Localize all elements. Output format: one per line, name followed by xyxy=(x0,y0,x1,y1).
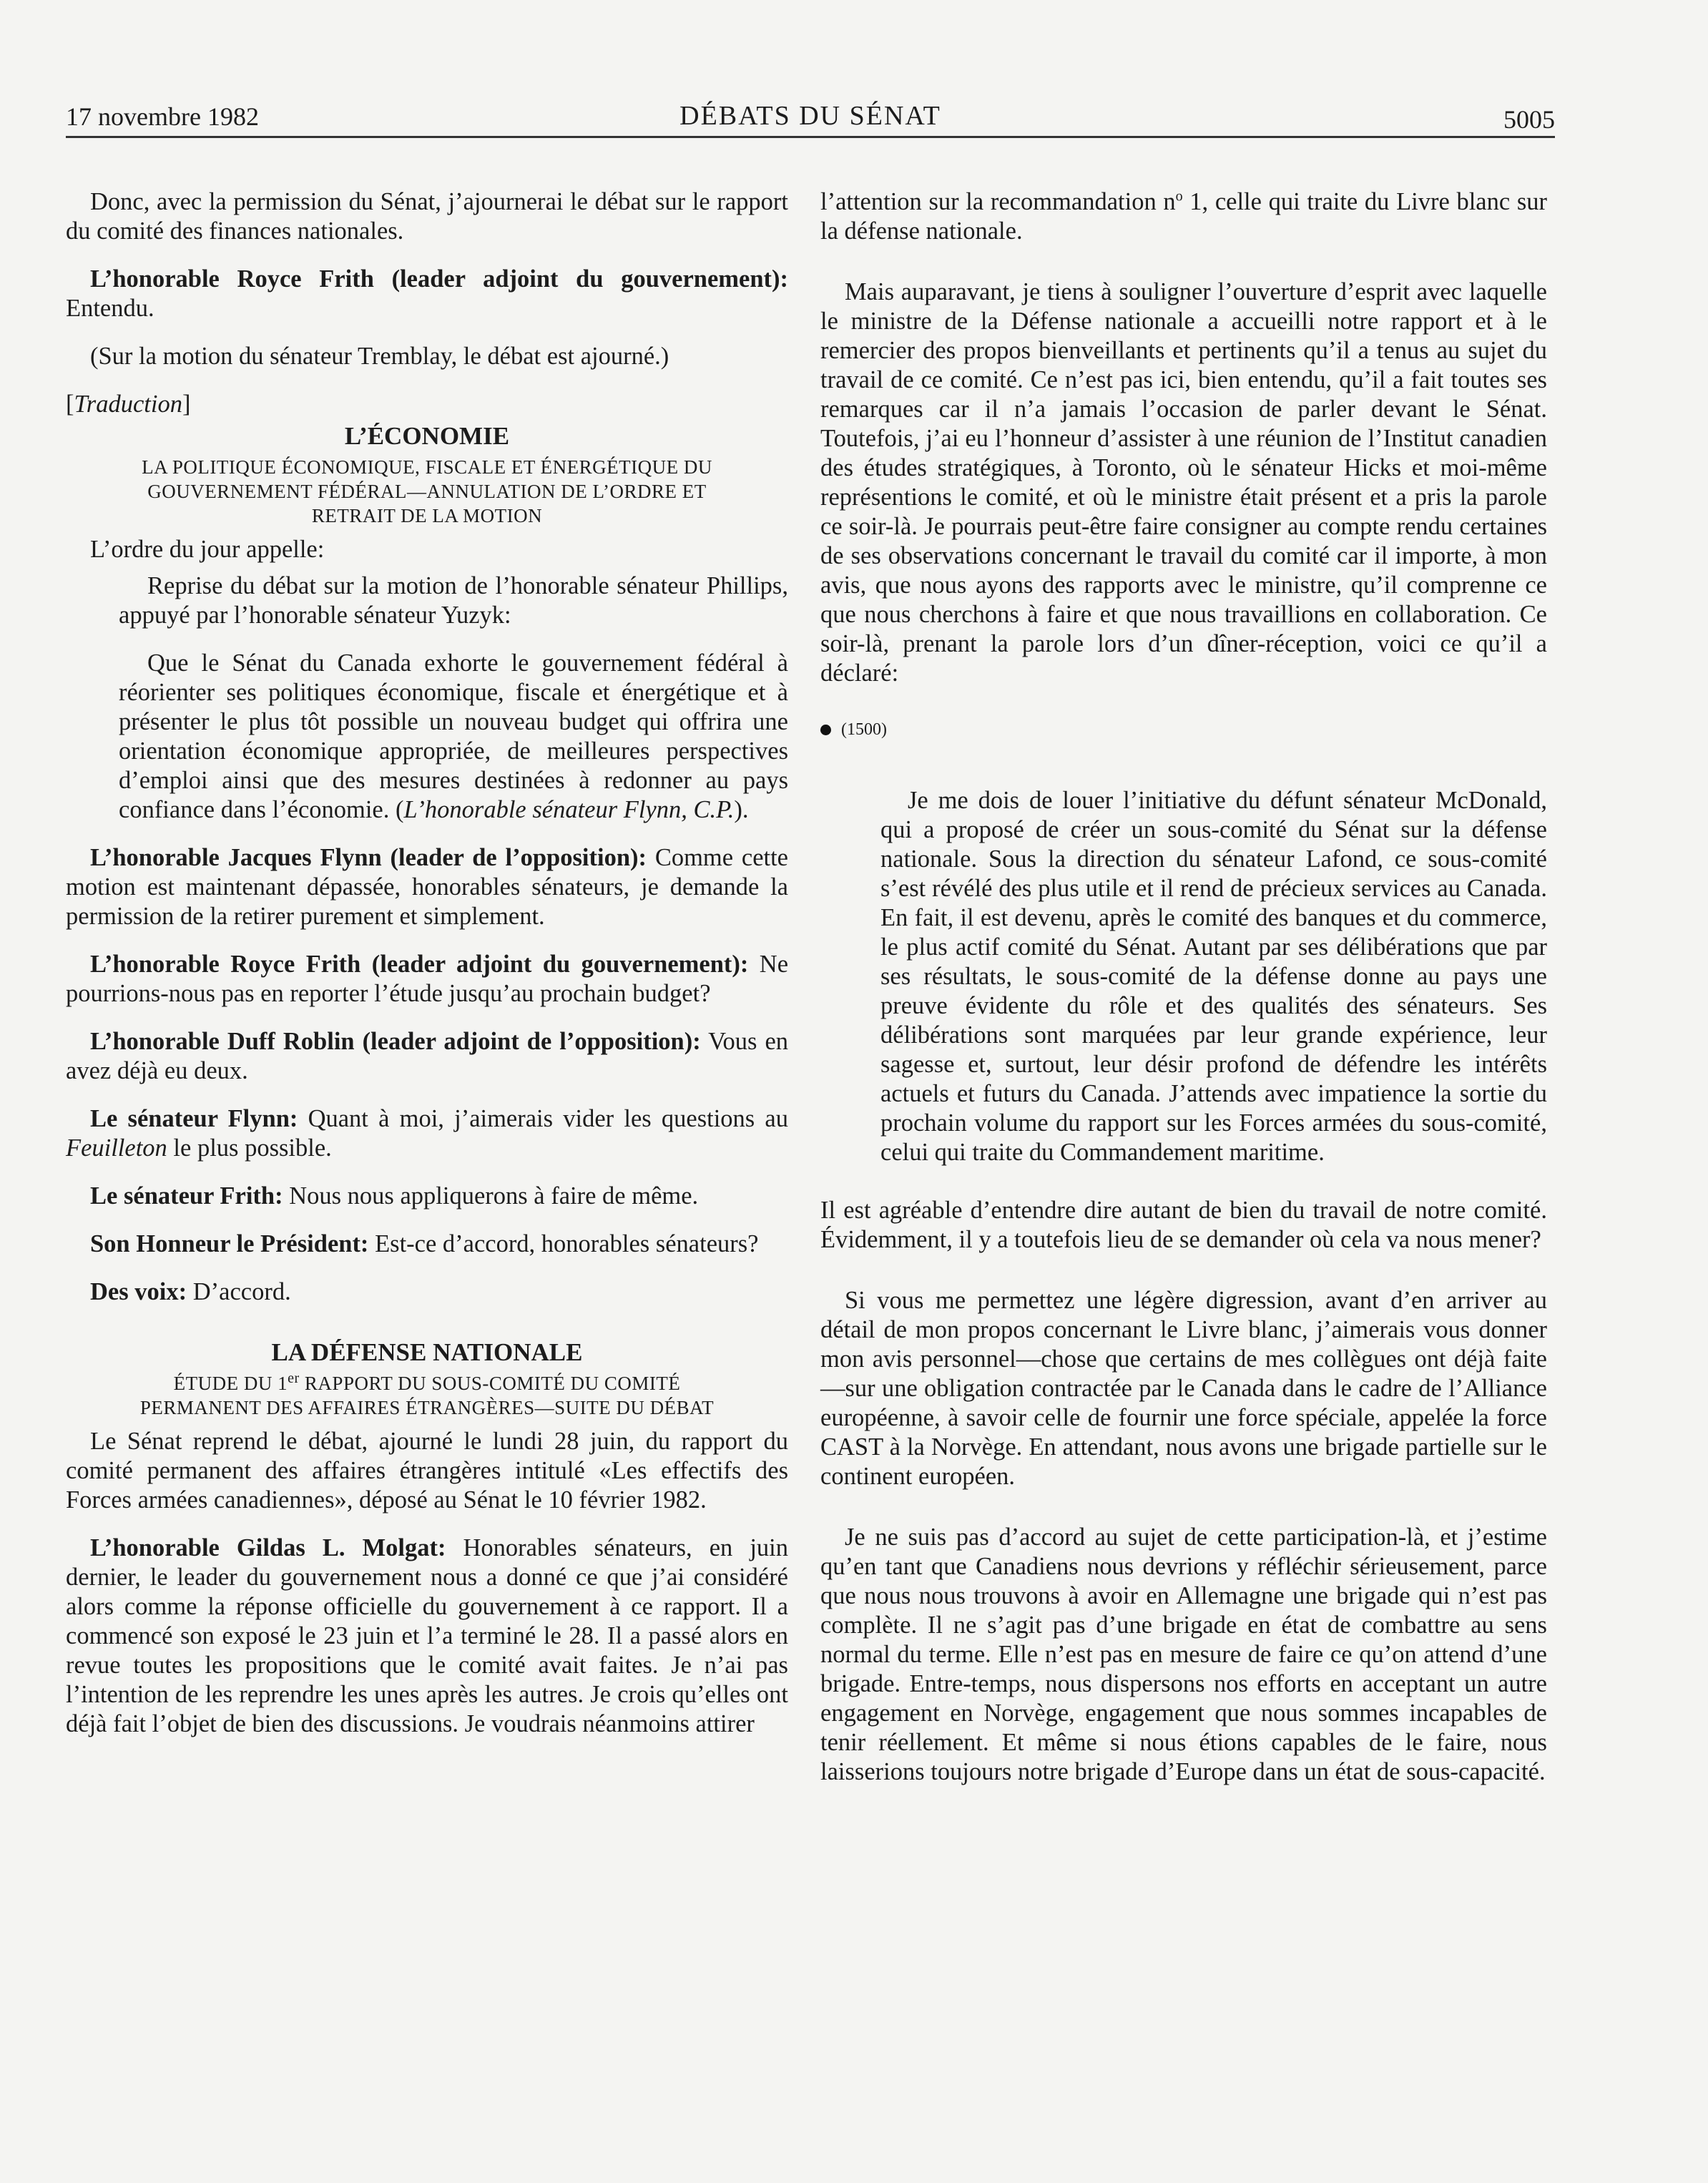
paragraph: Le Sénat reprend le débat, ajourné le lundi 28 juin, du rapport du comité permanent des affaires étrangères intitulé «Les effectifs des Forces armées canadiennes», déposé au Sénat le 10 février 1982. xyxy=(66,1428,788,1514)
time-marker-label: (1500) xyxy=(841,720,887,739)
speech-paragraph xyxy=(66,1104,788,1163)
paragraph xyxy=(820,187,1547,246)
speaker-name: L’honorable Gildas L. Molgat: xyxy=(90,1534,446,1561)
speech-paragraph xyxy=(66,1182,788,1211)
speech-text: Est-ce d’accord, honorables sénateurs? xyxy=(368,1230,759,1257)
speech-text: le plus possible. xyxy=(167,1134,332,1162)
superscript: er xyxy=(288,1370,300,1386)
speech-text: D’accord. xyxy=(187,1278,291,1305)
speech-paragraph xyxy=(66,950,788,1009)
bullet-icon xyxy=(820,725,831,735)
translation-label: Traduction xyxy=(74,391,182,418)
quote-text: Que le Sénat du Canada exhorte le gouvernement fédéral à réorienter ses politiques économique, fiscale et énergétique et à présenter le plus tôt possible un nouveau budget qui offrira une orientation économique appropriée, de meilleures perspectives d’emploi ainsi que des mesures destinées à redonner au pays confiance dans l’économie. ( xyxy=(119,649,788,823)
header-title: DÉBATS DU SÉNAT xyxy=(679,101,941,131)
bracket-close: ] xyxy=(182,391,191,418)
speaker-name: L’honorable Jacques Flynn (leader de l’opposition): xyxy=(90,844,647,871)
paragraph: Je ne suis pas d’accord au sujet de cette participation-là, et j’estime qu’en tant que Canadiens nous devrions y réfléchir sérieusement, parce que nous nous trouvons à avoir en Allemagne une brigade qui n’est pas complète. Il ne s’agit pas d’une brigade en état de combattre au sens normal du terme. Elle n’est pas en mesure de faire ce qu’on attend d’une brigade. Entre-temps, nous dispersons nos efforts en acceptant un autre engagement en Norvège, engagement que nous sommes incapables de tenir réellement. Et même si nous étions capables de le faire, nous laisserions toujours notre brigade d’Europe dans un état de sous-capacité. xyxy=(820,1524,1547,1785)
subtitle-text: ÉTUDE DU 1 xyxy=(173,1373,288,1394)
subtitle-line: LA POLITIQUE ÉCONOMIQUE, FISCALE ET ÉNERGÉTIQUE DU xyxy=(142,456,712,478)
paragraph-text: 1, celle qui traite du Livre blanc sur la défense nationale. xyxy=(820,188,1548,245)
speech-paragraph xyxy=(66,1277,788,1307)
speaker-name: Le sénateur Flynn: xyxy=(90,1105,298,1132)
right-column xyxy=(820,187,1547,1805)
time-marker xyxy=(820,715,1547,745)
speech-text: Nous nous appliquerons à faire de même. xyxy=(283,1182,699,1210)
speaker-name: L’honorable Royce Frith (leader adjoint du gouvernement): xyxy=(90,951,749,978)
quoted-motion xyxy=(119,649,788,825)
left-column xyxy=(66,187,788,1757)
subtitle-line xyxy=(66,1371,788,1395)
quote-end: ). xyxy=(734,796,749,823)
subtitle-line: PERMANENT DES AFFAIRES ÉTRANGÈRES—SUITE DU DÉBAT xyxy=(139,1397,715,1418)
section-title: LA DÉFENSE NATIONALE xyxy=(271,1338,583,1366)
paragraph: Donc, avec la permission du Sénat, j’ajournerai le débat sur le rapport du comité des finances nationales. xyxy=(66,188,788,245)
speech-text: Vous en avez déjà eu deux. xyxy=(66,1028,789,1084)
section-title: L’ÉCONOMIE xyxy=(344,422,510,450)
speech-italic: Feuilleton xyxy=(66,1134,167,1162)
paragraph: Il est agréable d’entendre dire autant de bien du travail de notre comité. Évidemment, il y a toutefois lieu de se demander où cela va nous mener? xyxy=(820,1197,1547,1253)
subtitle-text: RAPPORT DU SOUS-COMITÉ DU COMITÉ xyxy=(299,1373,681,1394)
translation-note xyxy=(66,390,788,419)
page-header xyxy=(66,99,1555,138)
speech-text: Honorables sénateurs, en juin dernier, le leader du gouvernement nous a donné ce que j’ai considéré alors comme la réponse officielle du gouvernement à ce rapport. Il a commencé son exposé le 23 juin et l’a terminé le 28. Il a passé alors en revue toutes les propositions que le comité avait faites. Je n’ai pas l’intention de les reprendre les unes après les autres. Je crois qu’elles ont déjà fait l’objet de bien des discussions. Je voudrais néanmoins attirer xyxy=(66,1534,788,1737)
paragraph: Si vous me permettez une légère digression, avant d’en arriver au détail de mon propos concernant le Livre blanc, j’aimerais vous donner mon avis personnel—chose que certains de mes collègues ont déjà faite—sur une obligation contractée par le Canada dans le cadre de l’Alliance européenne, à savoir celle de fournir une force spéciale, appelée la force CAST à la Norvège. En attendant, nous avons une brigade partielle sur le continent européen. xyxy=(820,1287,1547,1490)
speech-text: Ne pourrions-nous pas en reporter l’étude jusqu’au prochain budget? xyxy=(66,951,789,1007)
speech-paragraph xyxy=(66,1230,788,1259)
section-subtitle xyxy=(66,1371,788,1420)
quote-attribution: L’honorable sénateur Flynn, C.P. xyxy=(403,796,735,823)
speech-text: Comme cette motion est maintenant dépassée, honorables sénateurs, je demande la permission de la retirer purement et simplement. xyxy=(66,844,788,930)
speaker-name: L’honorable Duff Roblin (leader adjoint de l’opposition): xyxy=(90,1028,701,1055)
speech-paragraph xyxy=(66,843,788,931)
speaker-name: Des voix: xyxy=(90,1278,187,1305)
superscript: o xyxy=(1175,188,1183,205)
paragraph: (Sur la motion du sénateur Tremblay, le débat est ajourné.) xyxy=(90,343,669,370)
speaker-name: L’honorable Royce Frith (leader adjoint du gouvernement): xyxy=(90,265,788,293)
header-date: 17 novembre 1982 xyxy=(66,102,259,131)
speech-text: Quant à moi, j’aimerais vider les questions au xyxy=(298,1105,788,1132)
speaker-name: Le sénateur Frith: xyxy=(90,1182,283,1210)
paragraph-text: l’attention sur la recommandation n xyxy=(820,188,1176,215)
paragraph: Mais auparavant, je tiens à souligner l’ouverture d’esprit avec laquelle le ministre de la Défense nationale a accueilli notre rapport et à le remercier des propos bienveillants et pertinents qu’il a tenus au sujet du travail de ce comité. Ce n’est pas ici, bien entendu, qu’il a fait toutes ses remarques car il n’a jamais l’occasion de parler devant le Sénat. Toutefois, j’ai eu l’honneur d’assister à une réunion de l’Institut canadien des études stratégiques, à Toronto, où le sénateur Hicks et moi-même représentions le comité, et où le ministre était présent et a pris la parole ce soir-là. Je pourrais peut-être faire consigner au compte rendu certaines de ses observations concernant le travail du comité car il importe, à mon avis, que nous ayons des rapports avec le ministre, qu’il comprenne ce que nous cherchons à faire et que nous travaillions en collaboration. Ce soir-là, prenant la parole lors d’un dîner-réception, voici ce qu’il a déclaré: xyxy=(820,278,1547,687)
section-subtitle xyxy=(66,455,788,528)
bracket-open: [ xyxy=(66,391,74,418)
speech-paragraph xyxy=(66,1027,788,1086)
speaker-name: Son Honneur le Président: xyxy=(90,1230,369,1257)
paragraph: L’ordre du jour appelle: xyxy=(90,536,325,563)
subtitle-line: GOUVERNEMENT FÉDÉRAL—ANNULATION DE L’ORDRE ET xyxy=(147,481,707,502)
page-number: 5005 xyxy=(1503,105,1555,134)
subtitle-line: RETRAIT DE LA MOTION xyxy=(311,505,543,526)
block-quote: Je me dois de louer l’initiative du défunt sénateur McDonald, qui a proposé de créer un sous-comité du Sénat sur la défense nationale. Sous la direction du sénateur Lafond, ce sous-comité s’est révélé des plus utile et il rend de précieux services au Canada. En fait, il est devenu, après le comité des banques et du commerce, le plus actif comité du Sénat. Autant par ses délibérations que par ses résultats, le sous-comité de la défense donne au pays une preuve évidente du rôle et des qualités des sénateurs. Ses délibérations sont marquées par leur grande expérience, leur sagesse et, surtout, leur désir profond de défendre les intérêts actuels et futurs du Canada. J’attends avec impatience la sortie du prochain volume du rapport sur les Forces armées du sous-comité, celui qui traite du Commandement maritime. xyxy=(880,787,1547,1166)
speech-text: Entendu. xyxy=(66,295,154,322)
speech-paragraph xyxy=(66,265,788,323)
speech-paragraph xyxy=(66,1534,788,1739)
quoted-motion: Reprise du débat sur la motion de l’honorable sénateur Phillips, appuyé par l’honorable sénateur Yuzyk: xyxy=(119,572,788,629)
